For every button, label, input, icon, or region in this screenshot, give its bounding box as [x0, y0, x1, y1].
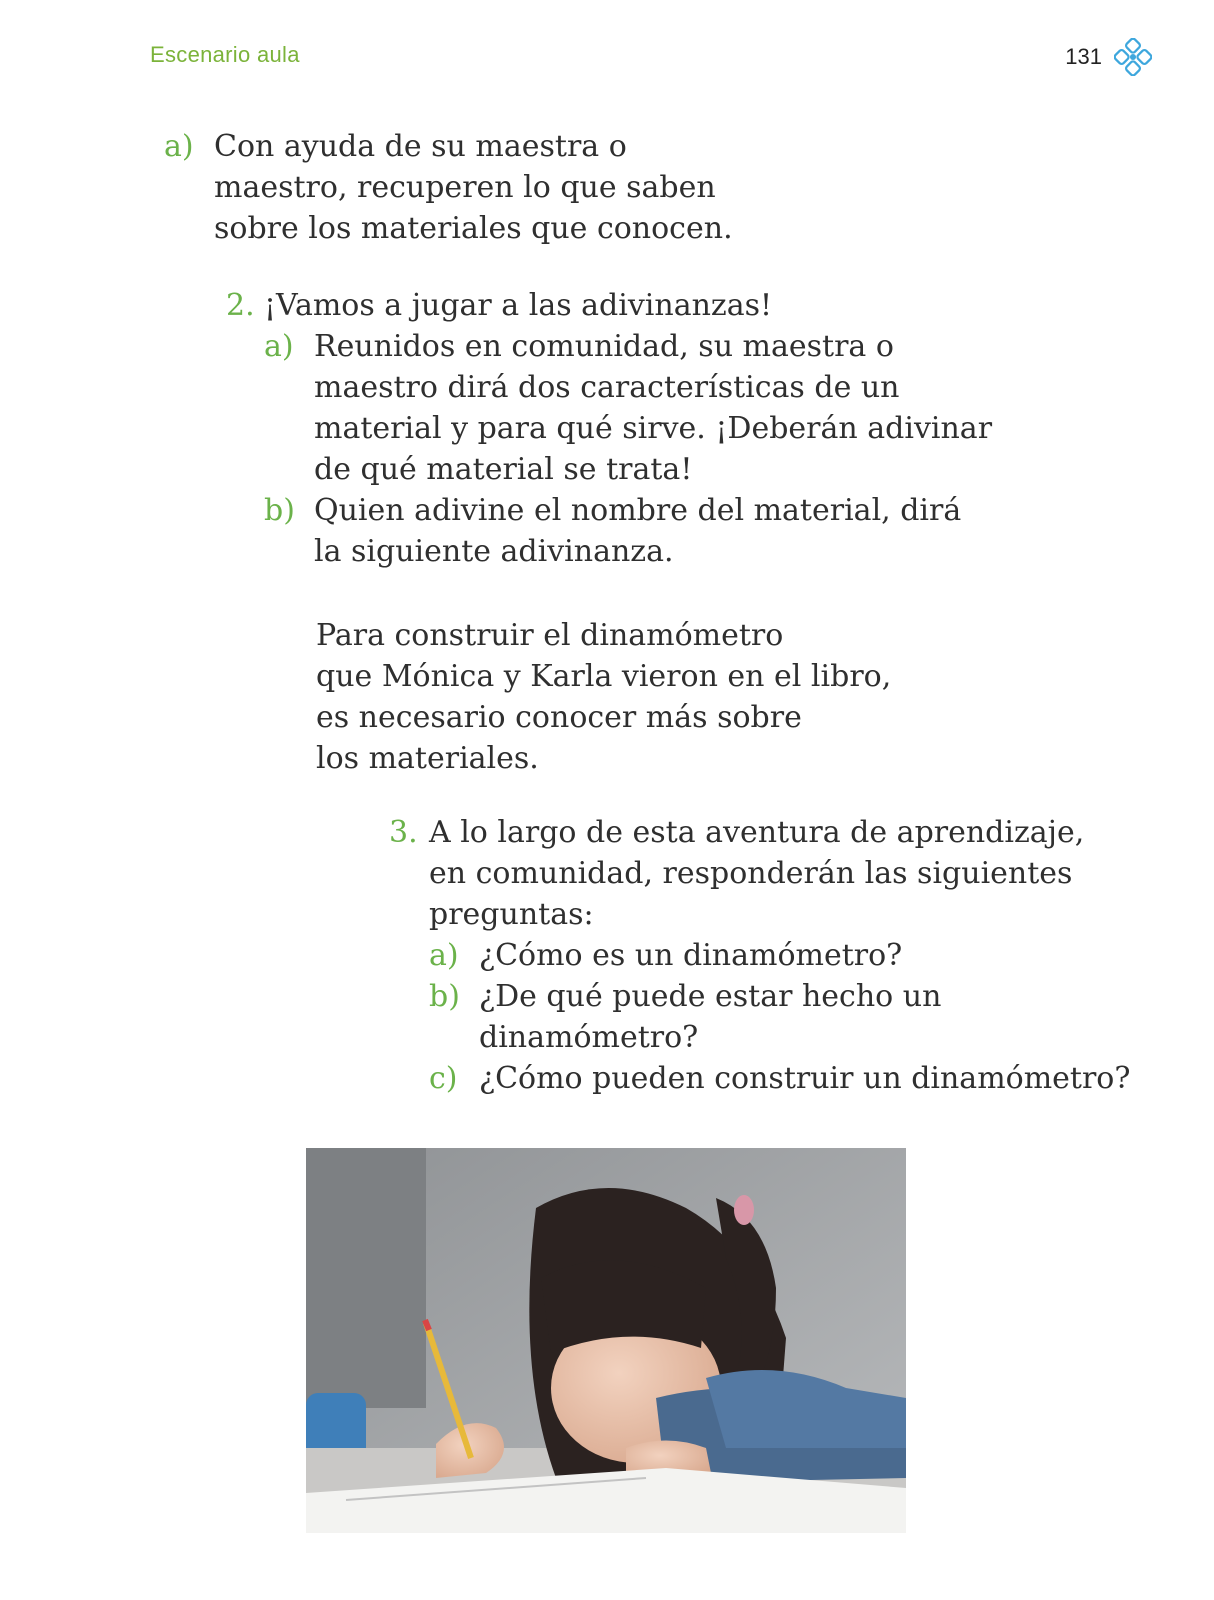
- item-3c: [429, 1058, 1169, 1099]
- item-3: [389, 812, 1169, 1099]
- item-text: [314, 326, 1006, 490]
- text-line: dinamómetro?: [479, 1020, 699, 1055]
- photo-illustration: [306, 1148, 906, 1533]
- question-text: ¿Cómo pueden construir un dinamómetro?: [479, 1061, 1131, 1096]
- text-line: A lo largo de esta aventura de aprendizaje,: [429, 815, 1085, 850]
- section-title: Escenario aula: [150, 42, 300, 67]
- item-text: [314, 490, 1006, 572]
- photo-girl-writing: [306, 1148, 906, 1533]
- item-3a: [429, 935, 1169, 976]
- item-marker: b): [264, 493, 295, 528]
- text-line: Reunidos en comunidad, su maestra o: [314, 329, 894, 364]
- question-text: [479, 976, 1169, 1058]
- text-line: que Mónica y Karla vieron en el libro,: [316, 659, 892, 694]
- item-3b: [429, 976, 1169, 1058]
- text-line: maestro, recuperen lo que saben: [214, 170, 716, 205]
- text-line: maestro dirá dos características de un: [314, 370, 900, 405]
- item-marker: 2.: [226, 288, 255, 323]
- item-marker: a): [264, 329, 294, 364]
- item-marker: a): [164, 129, 194, 164]
- info-paragraph: [316, 615, 956, 779]
- item-marker: 3.: [389, 815, 418, 850]
- text-line: es necesario conocer más sobre: [316, 700, 802, 735]
- item-heading: ¡Vamos a jugar a las adivinanzas!: [264, 288, 773, 323]
- text-line: Con ayuda de su maestra o: [214, 129, 627, 164]
- page-header-right: [1065, 38, 1152, 76]
- item-text: [429, 812, 1169, 935]
- text-line: de qué material se trata!: [314, 452, 693, 487]
- item-2: [226, 285, 1006, 572]
- text-line: la siguiente adivinanza.: [314, 534, 674, 569]
- item-2b: [264, 490, 1006, 572]
- text-line: los materiales.: [316, 741, 539, 776]
- item-marker: a): [429, 938, 459, 973]
- item-marker: b): [429, 979, 460, 1014]
- question-text: ¿Cómo es un dinamómetro?: [479, 938, 903, 973]
- item-1a: [164, 126, 784, 249]
- text-line: ¿De qué puede estar hecho un: [479, 979, 942, 1014]
- text-line: sobre los materiales que conocen.: [214, 211, 733, 246]
- item-marker: c): [429, 1061, 458, 1096]
- page-number: 131: [1065, 44, 1102, 69]
- text-line: en comunidad, responderán las siguientes: [429, 856, 1073, 891]
- item-text: [214, 126, 784, 249]
- text-line: material y para qué sirve. ¡Deberán adivinar: [314, 411, 993, 446]
- item-2a: [264, 326, 1006, 490]
- text-line: Quien adivine el nombre del material, dirá: [314, 493, 962, 528]
- flower-emblem-icon: [1114, 38, 1152, 76]
- text-line: Para construir el dinamómetro: [316, 618, 784, 653]
- text-line: preguntas:: [429, 897, 594, 932]
